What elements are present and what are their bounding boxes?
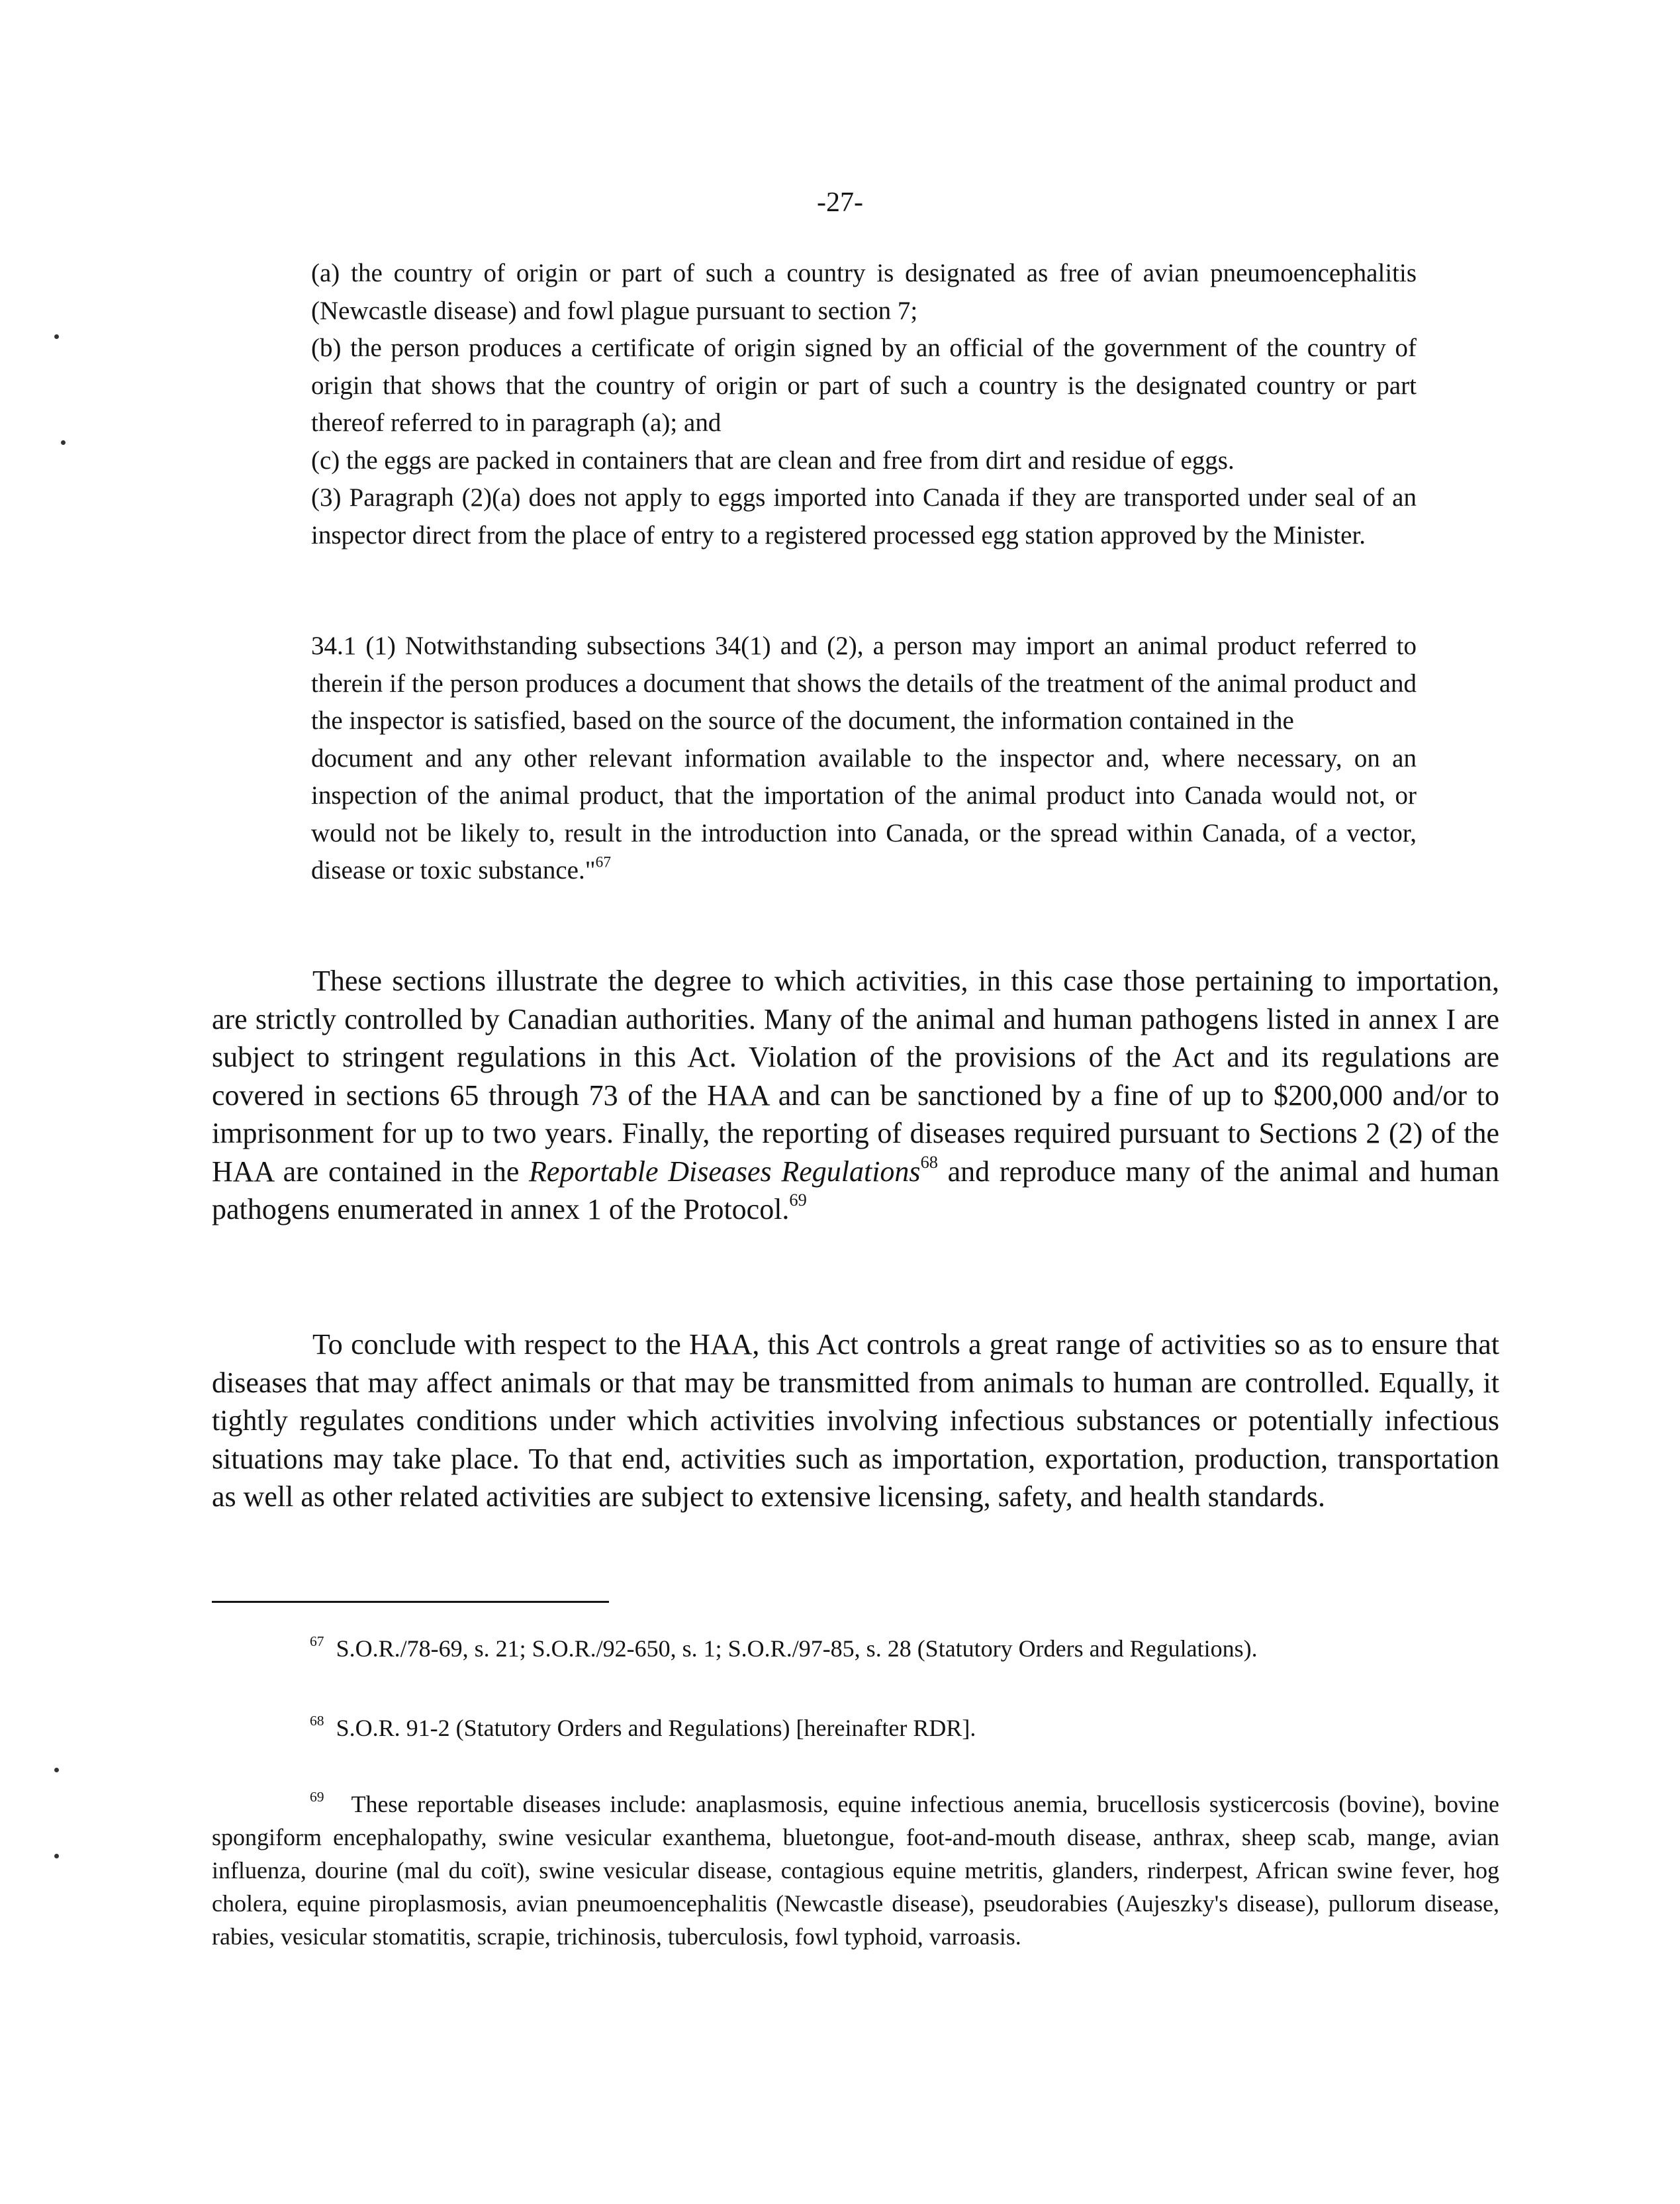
quote-34-1-part-2 — [311, 740, 1417, 890]
paragraph-sections — [212, 962, 1499, 1229]
paragraph-1-text-2: and reproduce many of the animal and human pathogens enumerated in annex 1 of the Protocol. — [212, 1155, 1500, 1225]
page-number: -27- — [817, 187, 863, 218]
regulations-title: Reportable Diseases Regulations — [529, 1155, 921, 1188]
quote-34-1-text: document and any other relevant information available to the inspector and, where necessary, on an inspection of the animal product, that the importation of the animal product into Canada would not, or would not be likely to, result in the introduction into Canada, or the spread within Canada, of a vector, disease or toxic substance." — [311, 743, 1417, 885]
footnote-68 — [212, 1711, 1499, 1745]
quote-line-a: (a) the country of origin or part of such a country is designated as free of avian pneumoencephalitis (Newcastle disease) and fowl plague pursuant to section 7; — [311, 259, 1417, 325]
footnote-number: 69 — [310, 1788, 324, 1805]
quote-line-b: (b) the person produces a certificate of origin signed by an official of the government of the country of origin that shows that the country of origin or part of such a country is the designated country or part thereof referred to in paragraph (a); and — [311, 334, 1417, 437]
quote-34-1-part-1: 34.1 (1) Notwithstanding subsections 34(1) and (2), a person may import an animal product referred to therein if the person produces a document that shows the details of the treatment of the animal product and the inspector is satisfied, based on the source of the document, the information contained in the — [311, 632, 1417, 735]
footnote-ref-69: 69 — [789, 1190, 807, 1210]
footnote-text: S.O.R. 91-2 (Statutory Orders and Regulations) [hereinafter RDR]. — [336, 1715, 976, 1741]
footnote-text: S.O.R./78-69, s. 21; S.O.R./92-650, s. 1; S.O.R./97-85, s. 28 (Statutory Orders and Regulations). — [336, 1635, 1258, 1662]
footnote-ref-68: 68 — [920, 1151, 938, 1172]
quote-line-c: (c) the eggs are packed in containers that are clean and free from dirt and residue of eggs. — [311, 446, 1235, 475]
scan-speck — [54, 1768, 59, 1772]
scan-speck — [54, 1854, 59, 1858]
footnote-separator — [212, 1601, 609, 1603]
paragraph-conclusion — [212, 1325, 1499, 1516]
scan-speck — [61, 440, 66, 445]
footnote-69 — [212, 1788, 1499, 1953]
scan-speck — [54, 334, 59, 339]
paragraph-1-text-1: These sections illustrate the degree to which activities, in this case those pertaining to importation, are strictly controlled by Canadian authorities. Many of the animal and human pathogens listed in annex I are subject to stringent regulations in this Act. Violation of the provisions of the Act and its regulations are covered in sections 65 through 73 of the HAA and can be sanctioned by a fine of up to $200,000 and/or to imprisonment for up to two years. Finally, the reporting of diseases required pursuant to Sections 2 (2) of the HAA are contained in the — [212, 965, 1499, 1188]
quote-block-eggs — [311, 255, 1417, 554]
footnote-ref-67: 67 — [595, 853, 612, 871]
footnote-text: These reportable diseases include: anaplasmosis, equine infectious anemia, brucellosis systicercosis (bovine), bovine spongiform encephalopathy, swine vesicular exanthema, bluetongue, foot-and-mouth disease, anthrax, sheep scab, mange, avian influenza, dourine (mal du coït), swine vesicular disease, contagious equine metritis, glanders, rinderpest, African swine fever, hog cholera, equine piroplasmosis, avian pneumoencephalitis (Newcastle disease), pseudorabies (Aujeszky's disease), pullorum disease, rabies, vesicular stomatitis, scrapie, trichinosis, tuberculosis, fowl typhoid, varroasis. — [212, 1791, 1499, 1950]
footnote-number: 67 — [310, 1633, 324, 1649]
quote-block-34-1 — [311, 628, 1417, 890]
footnote-number: 68 — [310, 1712, 324, 1729]
quote-line-3: (3) Paragraph (2)(a) does not apply to eggs imported into Canada if they are transported under seal of an inspector direct from the place of entry to a registered processed egg station approved by the Minister. — [311, 483, 1417, 550]
footnote-67 — [212, 1632, 1499, 1665]
paragraph-2-text: To conclude with respect to the HAA, this Act controls a great range of activities so as to ensure that diseases that may affect animals or that may be transmitted from animals to human are controlled. Equally, it tightly regulates conditions under which activities involving infectious substances or potentially infectious situations may take place. To that end, activities such as importation, exportation, production, transportation as well as other related activities are subject to extensive licensing, safety, and health standards. — [212, 1328, 1499, 1513]
